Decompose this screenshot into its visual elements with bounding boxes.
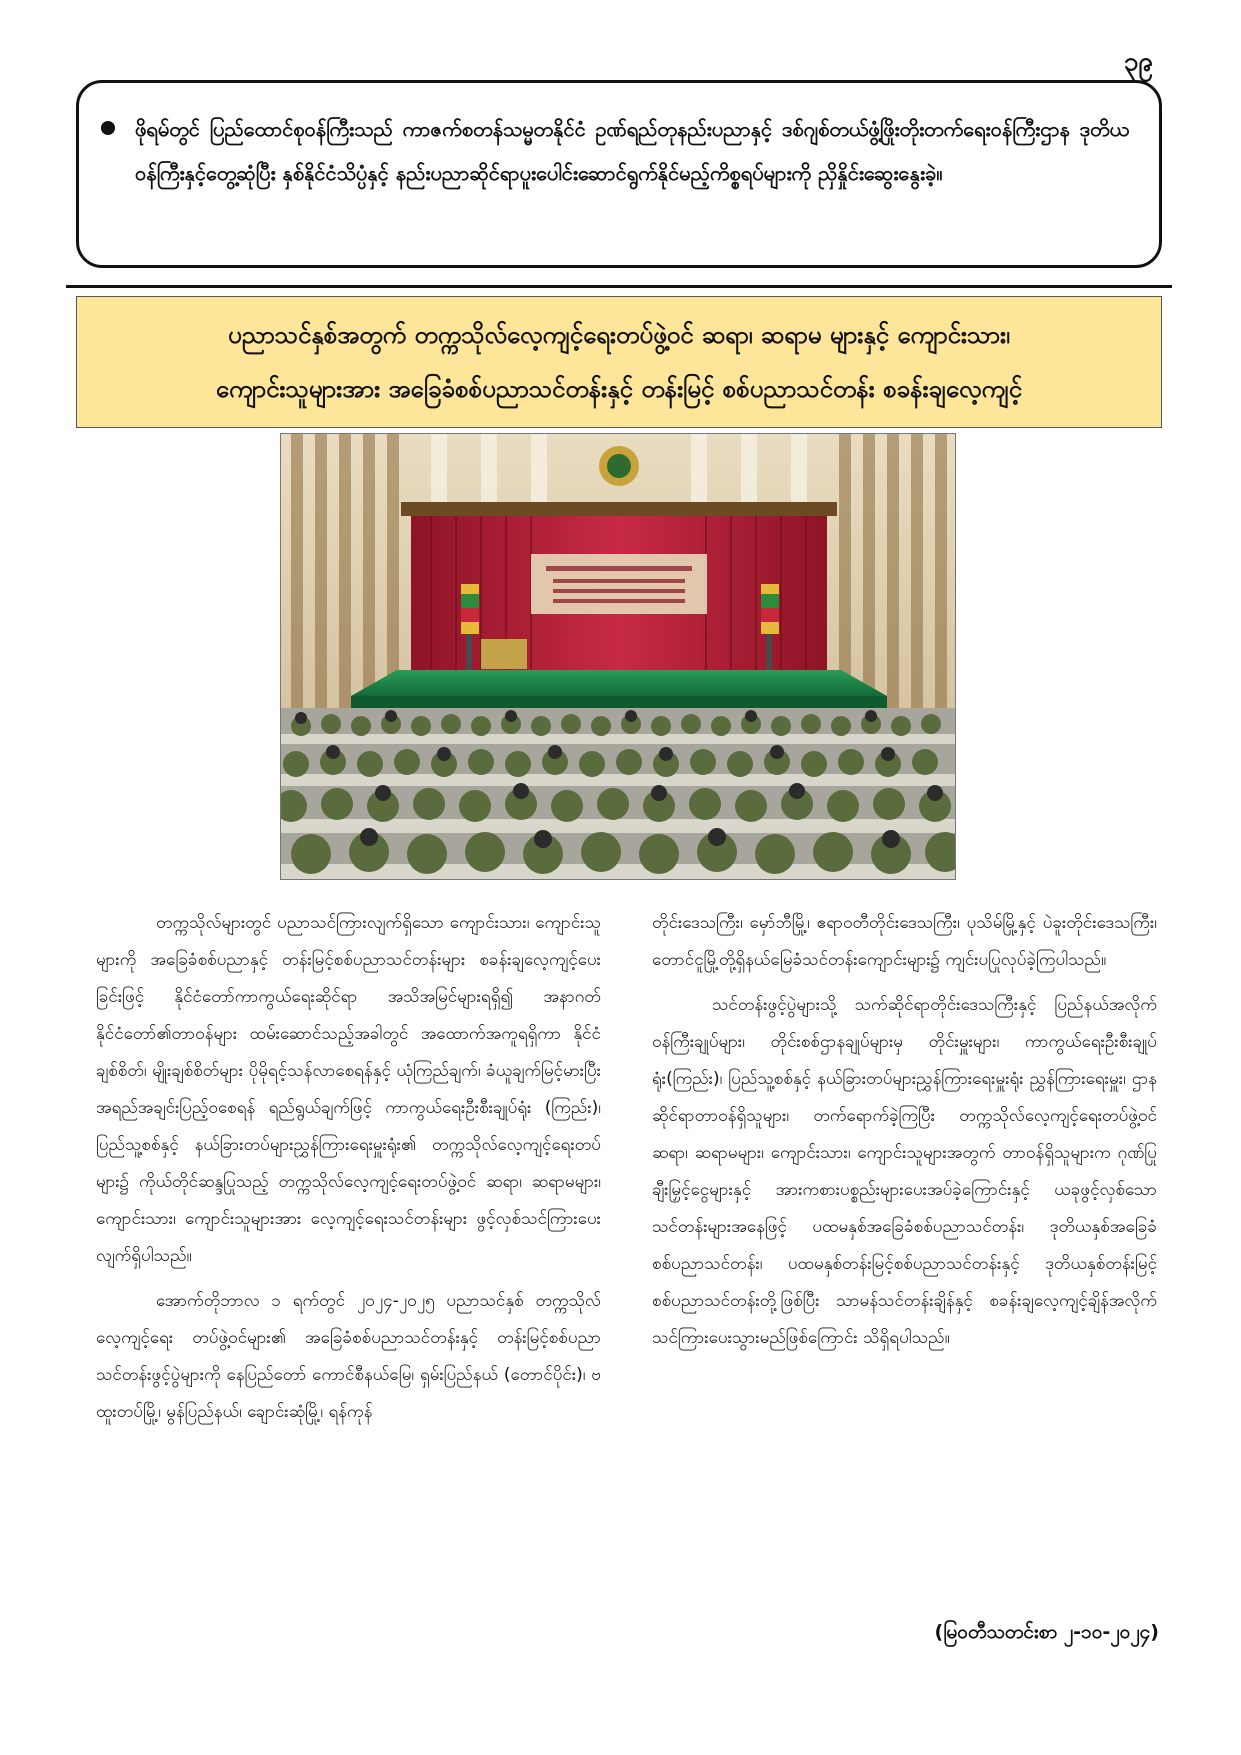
article-paragraph: အောက်တိုဘာလ ၁ ရက်တွင် ၂၀၂၄-၂၀၂၅ ပညာသင်နှစ် တက္ကသိုလ်လေ့ကျင့်ရေး တပ်ဖွဲ့ဝင်များ၏ အခြေခံစစ်ပညာသင်တန်းနှင့် တန်းမြင့်စစ်ပညာသင်တန်းဖွင့်ပွဲများကို နေပြည်တော် ကောင်စီနယ်မြေ၊ ရှမ်းပြည်နယ် (တောင်ပိုင်း)၊ ဗထူးတပ်မြို့၊ မွန်ပြည်နယ်၊ ချောင်းဆုံမြို့၊ ရန်ကုန်	[96, 1291, 601, 1422]
auditorium-illustration	[281, 434, 956, 880]
headline-line-1: ပညာသင်နှစ်အတွက် တက္ကသိုလ်လေ့ကျင့်ရေးတပ်ဖွဲ့ဝင် ဆရာ၊ ဆရာမ များနှင့် ကျောင်းသား၊	[228, 321, 1010, 349]
article-column-left	[96, 905, 601, 1439]
article-paragraph: သင်တန်းဖွင့်ပွဲများသို့ သက်ဆိုင်ရာတိုင်းဒေသကြီးနှင့် ပြည်နယ်အလိုက်ဝန်ကြီးချုပ်များ၊ တိုင်းစစ်ဌာနချုပ်များမှ တိုင်းမှူးများ၊ ကာကွယ်ရေးဦးစီးချုပ်ရုံး(ကြည်း)၊ ပြည်သူ့စစ်နှင့် နယ်ခြားတပ်များညွှန်ကြားရေးမှူးရုံး ညွှန်ကြားရေးမှူး၊ ဌာနဆိုင်ရာတာဝန်ရှိသူများ၊ တက်ရောက်ခဲ့ကြပြီး တက္ကသိုလ်လေ့ကျင့်ရေးတပ်ဖွဲ့ဝင် ဆရာ၊ ဆရာမများ၊ ကျောင်းသား၊ ကျောင်းသူများအတွက် တာဝန်ရှိသူများက ဂုဏ်ပြုချီးမြှင့်ငွေများနှင့် အားကစားပစ္စည်းများပေးအပ်ခဲ့ကြောင်းနှင့် ယခုဖွင့်လှစ်သော သင်တန်းများအနေဖြင့် ပထမနှစ်အခြေခံစစ်ပညာသင်တန်း၊ ဒုတိယနှစ်အခြေခံစစ်ပညာသင်တန်း၊ ပထမနှစ်တန်းမြင့်စစ်ပညာသင်တန်းနှင့် ဒုတိယနှစ်တန်းမြင့်စစ်ပညာသင်တန်းတို့ဖြစ်ပြီး သာမန်သင်တန်းချိန်နှင့် စခန်းချလေ့ကျင့်ချိန်အလိုက်သင်ကြားပေးသွားမည်ဖြစ်ကြောင်း သိရှိရပါသည်။	[652, 995, 1157, 1348]
bullet-icon	[101, 121, 115, 135]
headline-box	[76, 296, 1162, 428]
article-paragraph: တိုင်းဒေသကြီး၊ မှော်ဘီမြို့၊ ဧရာဝတီတိုင်းဒေသကြီး၊ ပုသိမ်မြို့နှင့် ပဲခူးတိုင်းဒေသကြီး၊ တောင်ငူမြို့တို့ရှိနယ်မြေခံသင်တန်းကျောင်းများ၌ ကျင်းပပြုလုပ်ခဲ့ကြပါသည်။	[652, 913, 1157, 970]
summary-box	[76, 80, 1162, 268]
auditorium-photo	[280, 433, 956, 880]
divider	[66, 285, 1172, 288]
summary-text: ဖိုရမ်တွင် ပြည်ထောင်စုဝန်ကြီးသည် ကာဇက်စတန်သမ္မတနိုင်ငံ ဥဏ်ရည်တုနည်းပညာနှင့် ဒစ်ဂျစ်တယ်ဖွံ့ဖြိုးတိုးတက်ရေးဝန်ကြီးဌာန ဒုတိယဝန်ကြီးနှင့်တွေ့ဆုံပြီး နှစ်နိုင်ငံသိပ္ပံနှင့် နည်းပညာဆိုင်ရာပူးပေါင်းဆောင်ရွက်နိုင်မည့်ကိစ္စရပ်များကို ညှိနှိုင်းဆွေးနွေးခဲ့။	[135, 117, 1129, 185]
article-paragraph: တက္ကသိုလ်များတွင် ပညာသင်ကြားလျက်ရှိသော ကျောင်းသား၊ ကျောင်းသူများကို အခြေခံစစ်ပညာနှင့် တန်းမြင့်စစ်ပညာသင်တန်းများ စခန်းချလေ့ကျင့်ပေးခြင်းဖြင့် နိုင်ငံတော်ကာကွယ်ရေးဆိုင်ရာ အသိအမြင်များရရှိ၍ အနာဂတ်နိုင်ငံတော်၏တာဝန်များ ထမ်းဆောင်သည့်အခါတွင် အထောက်အကူရရှိကာ နိုင်ငံချစ်စိတ်၊ မျိုးချစ်စိတ်များ ပိုမိုရင့်သန်လာစေရန်နှင့် ယုံကြည်ချက်၊ ခံယူချက်မြင့်မားပြီး အရည်အချင်းပြည့်ဝစေရန် ရည်ရွယ်ချက်ဖြင့် ကာကွယ်ရေးဦးစီးချုပ်ရုံး (ကြည်း)၊ ပြည်သူ့စစ်နှင့် နယ်ခြားတပ်များညွှန်ကြားရေးမှူးရုံး၏ တက္ကသိုလ်လေ့ကျင့်ရေးတပ်များ၌ ကိုယ်တိုင်ဆန္ဒပြုသည့် တက္ကသိုလ်လေ့ကျင့်ရေးတပ်ဖွဲ့ဝင် ဆရာ၊ ဆရာမများ၊ ကျောင်းသား၊ ကျောင်းသူများအား လေ့ကျင့်ရေးသင်တန်းများ ဖွင့်လှစ်သင်ကြားပေးလျက်ရှိပါသည်။	[96, 913, 601, 1266]
page-number: ၃၉	[1123, 47, 1153, 77]
article-column-right	[652, 905, 1157, 1365]
headline-line-2: ကျောင်းသူများအား အခြေခံစစ်ပညာသင်တန်းနှင့် တန်းမြင့် စစ်ပညာသင်တန်း စခန်းချလေ့ကျင့်	[215, 375, 1023, 403]
source-citation: (မြဝတီသတင်းစာ ၂-၁၀-၂၀၂၄)	[934, 1621, 1159, 1643]
